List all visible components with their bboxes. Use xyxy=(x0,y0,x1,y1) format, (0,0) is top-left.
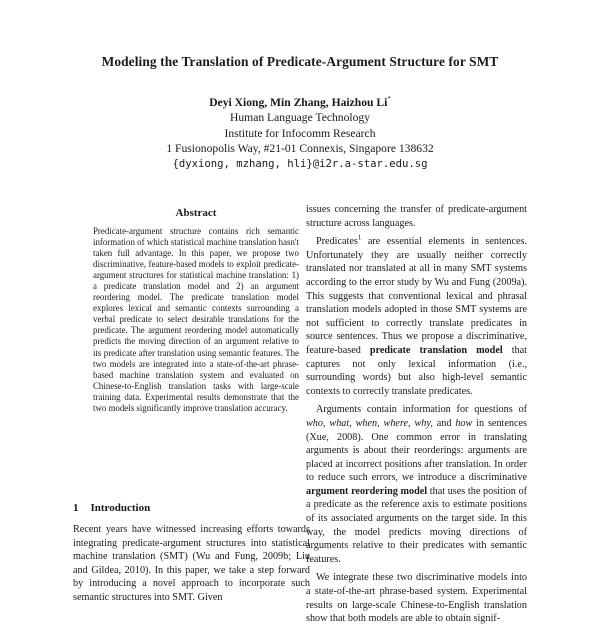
paragraph-predicates xyxy=(306,235,527,398)
paragraph-arguments xyxy=(306,403,527,566)
section-heading-introduction xyxy=(73,502,150,514)
text-run: Predicates xyxy=(316,236,358,248)
text-run: Arguments contain information for questions of xyxy=(316,404,527,416)
author-block xyxy=(0,95,600,172)
introduction-body xyxy=(73,523,310,605)
right-column xyxy=(306,203,527,626)
text-run: in sentences (Xue, 2008). One common error in translating arguments is about their reorderings: arguments are placed at incorrect positions after translation. In order to reduce such errors, we introduce a discriminative xyxy=(306,417,528,484)
text-run: that captures not only lexical information (i.e., surrounding words) but also high-level semantic contexts to correctly translate predicates. xyxy=(306,344,527,397)
paragraph-integration: We integrate these two discriminative models into a state-of-the-art phrase-based system. Experimental results on large-scale Chinese-to-English translation show that both models are able to obtain signif- xyxy=(306,572,527,625)
author-names-line xyxy=(0,95,600,110)
footnote-marker: 1 xyxy=(357,233,362,242)
italic-how: how xyxy=(455,417,473,429)
text-run: and xyxy=(432,417,456,429)
text-run: are essential elements in sentences. Unfortunately they are usually neither correctly translated nor translated at all in many SMT systems according to the error study by Wu and Fung (2009a). This suggests that conventional lexical and phrasal translation models adopted in those SMT systems are not sufficient to correctly translate predicates in source sentences. Thus we propose a discriminative, feature-based xyxy=(306,236,527,356)
affiliation-line-1: Human Language Technology xyxy=(230,111,370,125)
introduction-paragraph: Recent years have witnessed increasing efforts towards integrating predicate-argument structures into statistical machine translation (SMT) (Wu and Fung, 2009b; Liu and Gildea, 2010). In this paper, we take a step forward by introducing a novel approach to incorporate such semantic structures into SMT. Given xyxy=(73,524,310,603)
text-run: that uses the position of a predicate as the reference axis to estimate positions of its associated arguments on the target side. In this way, the model predicts moving directions of arguments relative to their predicates with semantic features. xyxy=(306,485,527,565)
affiliation-line-2: Institute for Infocomm Research xyxy=(224,126,376,140)
abstract-text: Predicate-argument structure contains rich semantic information of which statistical machine translation hasn't taken full advantage. In this paper, we propose two discriminative, feature-based models to exploit predicate-argument structures for statistical machine translation: 1) a predicate translation model and 2) an argument reordering model. The predicate translation model explores lexical and semantic contexts surrounding a verbal predicate to select desirable translations for the predicate. The argument reordering model automatically predicts the moving direction of an argument relative to its predicate after translation using semantic features. The two models are integrated into a state-of-the-art phrase-based machine translation system and evaluated on Chinese-to-English translation tasks with large-scale training data. Experimental results demonstrate that the two models significantly improve translation accuracy. xyxy=(93,226,299,413)
term-predicate-translation-model: predicate translation model xyxy=(369,344,503,356)
email-line: {dyxiong, mzhang, hli}@i2r.a-star.edu.sg xyxy=(172,157,428,170)
section-title: Introduction xyxy=(90,502,151,514)
paper-title: Modeling the Translation of Predicate-Argument Structure for SMT xyxy=(101,54,499,69)
paragraph-continuation: issues concerning the transfer of predicate-argument structure across languages. xyxy=(306,204,527,229)
author-names: Deyi Xiong, Min Zhang, Haizhou Li xyxy=(209,96,388,109)
abstract-body xyxy=(93,226,299,414)
term-argument-reordering-model: argument reordering model xyxy=(306,485,428,497)
section-number: 1 xyxy=(73,502,79,514)
italic-questions: who, what, when, where, why, xyxy=(306,417,433,429)
abstract-heading: Abstract xyxy=(175,207,217,219)
address-line: 1 Fusionopolis Way, #21-01 Connexis, Singapore 138632 xyxy=(166,142,434,156)
author-asterisk: * xyxy=(387,95,391,104)
